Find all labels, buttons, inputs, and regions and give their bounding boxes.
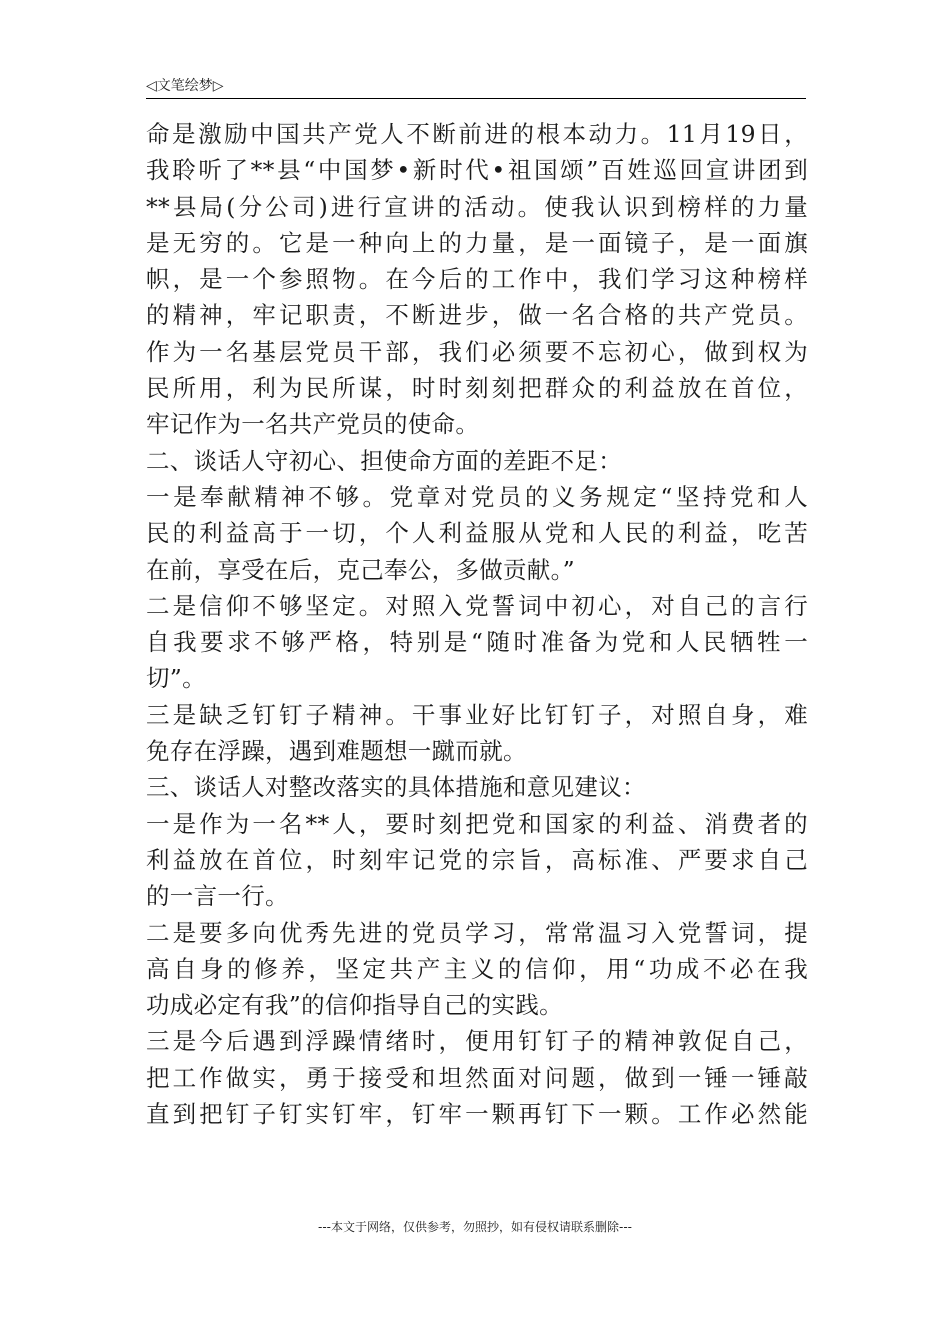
- text-line: 命是激励中国共产党人不断前进的根本动力。11月19日，: [146, 120, 808, 148]
- text-line: 民的利益高于一切，个人利益服从党和人民的利益，吃苦: [146, 519, 808, 548]
- text-line: 我聆听了**县“中国梦•新时代•祖国颂”百姓巡回宣讲团到: [146, 156, 808, 185]
- header-title: ◁文笔绘梦▷: [146, 78, 224, 94]
- page-header: [146, 72, 806, 99]
- text-line: 自我要求不够严格，特别是“随时准备为党和人民牺牲一: [146, 628, 808, 657]
- text-line: 功成必定有我”的信仰指导自己的实践。: [146, 991, 563, 1020]
- text-line: 作为一名基层党员干部，我们必须要不忘初心，做到权为: [146, 337, 808, 366]
- text-line: 三是缺乏钉钉子精神。干事业好比钉钉子，对照自身，难: [146, 700, 808, 729]
- text-line: 的一言一行。: [146, 882, 289, 911]
- text-line: 三、谈话人对整改落实的具体措施和意见建议：: [146, 773, 646, 802]
- text-line: 在前，享受在后，克己奉公，多做贡献。”: [146, 555, 575, 584]
- text-line: **县局(分公司)进行宣讲的活动。使我认识到榜样的力量: [146, 192, 808, 221]
- text-line: 是无穷的。它是一种向上的力量，是一面镜子，是一面旗: [146, 228, 808, 257]
- text-line: 免存在浮躁，遇到难题想一蹴而就。: [146, 737, 527, 766]
- text-line: 牢记作为一名共产党员的使命。: [146, 410, 480, 439]
- text-line: 三是今后遇到浮躁情绪时，便用钉钉子的精神敦促自己，: [146, 1027, 808, 1056]
- text-line: 一是奉献精神不够。党章对党员的义务规定“坚持党和人: [146, 482, 808, 511]
- text-line: 二是信仰不够坚定。对照入党誓词中初心，对自己的言行: [146, 591, 808, 620]
- footer-notice: ---本文于网络，仅供参考，勿照抄，如有侵权请联系删除---: [318, 1220, 632, 1234]
- text-line: 直到把钉子钉实钉牢，钉牢一颗再钉下一颗。工作必然能: [146, 1100, 808, 1129]
- text-line: 利益放在首位，时刻牢记党的宗旨，高标准、严要求自己: [146, 845, 808, 874]
- text-line: 切”。: [146, 664, 206, 693]
- document-body: [146, 116, 808, 1132]
- text-line: 把工作做实，勇于接受和坦然面对问题，做到一锤一锤敲: [146, 1063, 808, 1092]
- text-line: 帜，是一个参照物。在今后的工作中，我们学习这种榜样: [146, 265, 808, 294]
- text-line: 一是作为一名**人，要时刻把党和国家的利益、消费者的: [146, 809, 808, 838]
- text-line: 高自身的修养，坚定共产主义的信仰，用“功成不必在我: [146, 954, 808, 983]
- text-line: 民所用，利为民所谋，时时刻刻把群众的利益放在首位，: [146, 374, 808, 403]
- text-line: 的精神，牢记职责，不断进步，做一名合格的共产党员。: [146, 301, 808, 330]
- text-line: 二是要多向优秀先进的党员学习，常常温习入党誓词，提: [146, 918, 808, 947]
- text-line: 二、谈话人守初心、担使命方面的差距不足：: [146, 446, 622, 475]
